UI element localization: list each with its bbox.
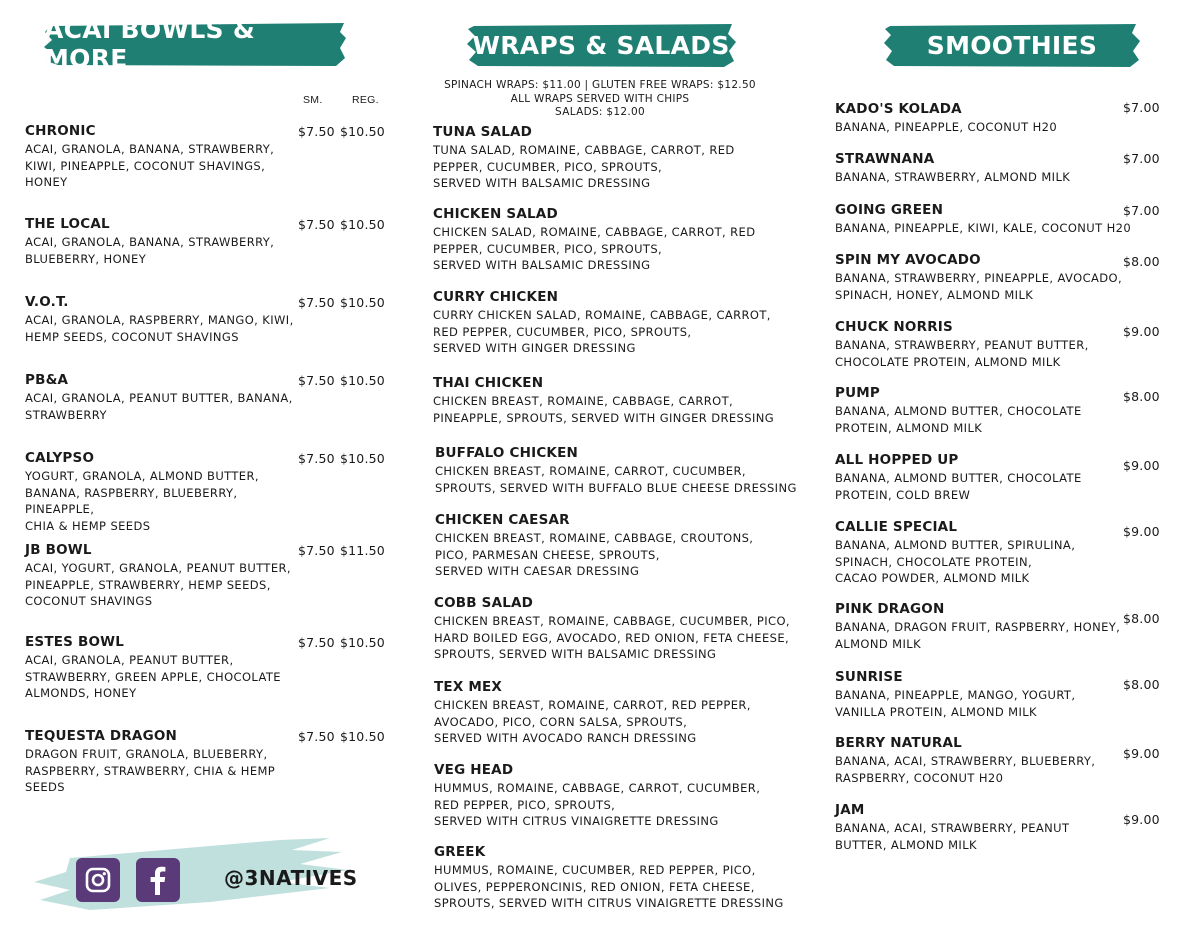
menu-item xyxy=(835,252,1135,303)
item-name: TUNA SALAD xyxy=(433,124,533,140)
size-small-header: SM. xyxy=(303,94,323,106)
item-description: ACAI, YOGURT, GRANOLA, PEANUT BUTTER, PINEAPPLE, STRAWBERRY, HEMP SEEDS, COCONUT SHAVINGS xyxy=(25,561,291,608)
wraps-chips-line: ALL WRAPS SERVED WITH CHIPS xyxy=(510,92,690,105)
item-description: BANANA, PINEAPPLE, MANGO, YOGURT, VANILLA PROTEIN, ALMOND MILK xyxy=(835,688,1076,719)
wraps-section-title: WRAPS & SALADS xyxy=(472,30,730,60)
social-handle[interactable]: @3NATIVES xyxy=(224,866,358,890)
price-regular: $10.50 xyxy=(340,295,385,310)
menu-item xyxy=(25,294,310,345)
smoothie-price: $7.00 xyxy=(1123,100,1160,115)
item-name: SPIN MY AVOCADO xyxy=(835,252,981,268)
menu-item xyxy=(433,375,803,426)
acai-section-title: ACAI BOWLS & MORE xyxy=(44,15,255,73)
item-name: JAM xyxy=(835,802,865,818)
price-regular: $10.50 xyxy=(340,373,385,388)
menu-item xyxy=(435,512,805,580)
item-description: BANANA, STRAWBERRY, ALMOND MILK xyxy=(835,170,1071,184)
smoothie-price: $8.00 xyxy=(1123,254,1160,269)
smoothies-section-title: SMOOTHIES xyxy=(926,30,1098,60)
item-description: DRAGON FRUIT, GRANOLA, BLUEBERRY, RASPBERRY, STRAWBERRY, CHIA & HEMP SEEDS xyxy=(25,747,276,794)
item-description: BANANA, ALMOND BUTTER, CHOCOLATE PROTEIN, ALMOND MILK xyxy=(835,404,1082,435)
item-name: CHUCK NORRIS xyxy=(835,319,953,335)
menu-item xyxy=(434,844,804,912)
item-description: YOGURT, GRANOLA, ALMOND BUTTER, BANANA, RASPBERRY, BLUEBERRY, PINEAPPLE, CHIA & HEMP SEEDS xyxy=(25,469,259,533)
item-description: ACAI, GRANOLA, PEANUT BUTTER, BANANA, STRAWBERRY xyxy=(25,391,293,422)
item-name: V.O.T. xyxy=(25,294,69,310)
menu-item xyxy=(835,735,1135,786)
item-description: BANANA, STRAWBERRY, PINEAPPLE, AVOCADO, SPINACH, HONEY, ALMOND MILK xyxy=(835,271,1123,302)
price-small: $7.50 xyxy=(298,373,335,388)
price-small: $7.50 xyxy=(298,451,335,466)
menu-item xyxy=(25,216,310,267)
item-name: THE LOCAL xyxy=(25,216,110,232)
item-name: CHICKEN SALAD xyxy=(433,206,558,222)
menu-item xyxy=(835,319,1135,370)
item-description: BANANA, ACAI, STRAWBERRY, BLUEBERRY, RASPBERRY, COCONUT H20 xyxy=(835,754,1096,785)
menu-item xyxy=(25,450,310,534)
item-description: ACAI, GRANOLA, RASPBERRY, MANGO, KIWI, HEMP SEEDS, COCONUT SHAVINGS xyxy=(25,313,294,344)
size-regular-header: REG. xyxy=(352,94,379,106)
social-footer xyxy=(30,830,358,910)
wraps-price-line: SPINACH WRAPS: $11.00 | GLUTEN FREE WRAPS: $12.50 xyxy=(444,79,756,91)
smoothie-price: $9.00 xyxy=(1123,746,1160,761)
price-small: $7.50 xyxy=(298,217,335,232)
smoothie-price: $8.00 xyxy=(1123,677,1160,692)
item-description: BANANA, PINEAPPLE, KIWI, KALE, COCONUT H20 xyxy=(835,221,1132,235)
menu-item xyxy=(433,124,803,192)
item-name: GOING GREEN xyxy=(835,202,944,218)
menu-item xyxy=(433,206,803,274)
item-name: JB BOWL xyxy=(25,542,92,558)
menu-item xyxy=(835,601,1135,652)
menu-item xyxy=(25,123,310,191)
item-name: PUMP xyxy=(835,385,880,401)
item-name: CHICKEN CAESAR xyxy=(435,512,570,528)
menu-item xyxy=(434,595,804,663)
item-description: CHICKEN BREAST, ROMAINE, CABBAGE, CROUTONS, PICO, PARMESAN CHEESE, SPROUTS, SERVED WITH CAESAR DRESSING xyxy=(435,531,754,578)
item-name: ESTES BOWL xyxy=(25,634,125,650)
menu-item xyxy=(835,802,1135,853)
acai-banner xyxy=(44,15,346,73)
smoothie-price: $9.00 xyxy=(1123,324,1160,339)
item-name: PINK DRAGON xyxy=(835,601,945,617)
item-name: BUFFALO CHICKEN xyxy=(435,445,579,461)
smoothie-price: $9.00 xyxy=(1123,524,1160,539)
smoothie-price: $9.00 xyxy=(1123,458,1160,473)
facebook-icon[interactable] xyxy=(136,858,180,902)
item-name: CHRONIC xyxy=(25,123,96,139)
menu-item xyxy=(25,372,310,423)
item-name: CALLIE SPECIAL xyxy=(835,519,958,535)
menu-item xyxy=(835,151,1135,186)
item-name: THAI CHICKEN xyxy=(433,375,544,391)
instagram-icon[interactable] xyxy=(76,858,120,902)
wraps-pricing-info xyxy=(430,79,770,120)
item-name: PB&A xyxy=(25,372,69,388)
item-name: GREEK xyxy=(434,844,486,860)
price-small: $7.50 xyxy=(298,729,335,744)
price-small: $7.50 xyxy=(298,543,335,558)
menu-item xyxy=(435,445,805,496)
item-description: CHICKEN BREAST, ROMAINE, CARROT, CUCUMBER, SPROUTS, SERVED WITH BUFFALO BLUE CHEESE DRESSING xyxy=(435,464,797,495)
item-description: CURRY CHICKEN SALAD, ROMAINE, CABBAGE, CARROT, RED PEPPER, CUCUMBER, PICO, SPROUTS, SERVED WITH GINGER DRESSING xyxy=(433,308,771,355)
item-description: ACAI, GRANOLA, PEANUT BUTTER, STRAWBERRY, GREEN APPLE, CHOCOLATE ALMONDS, HONEY xyxy=(25,653,281,700)
item-description: CHICKEN BREAST, ROMAINE, CARROT, RED PEPPER, AVOCADO, PICO, CORN SALSA, SPROUTS, SERVED WITH AVOCADO RANCH DRESSING xyxy=(434,698,751,745)
item-description: CHICKEN BREAST, ROMAINE, CABBAGE, CUCUMBER, PICO, HARD BOILED EGG, AVOCADO, RED ONION, FETA CHEESE, SPROUTS, SERVED WITH BALSAMIC DRESSING xyxy=(434,614,790,661)
item-description: CHICKEN BREAST, ROMAINE, CABBAGE, CARROT, PINEAPPLE, SPROUTS, SERVED WITH GINGER DRESSING xyxy=(433,394,775,425)
item-description: BANANA, ACAI, STRAWBERRY, PEANUT BUTTER, ALMOND MILK xyxy=(835,821,1070,852)
item-description: BANANA, ALMOND BUTTER, CHOCOLATE PROTEIN, COLD BREW xyxy=(835,471,1082,502)
menu-item xyxy=(835,519,1135,587)
smoothie-price: $7.00 xyxy=(1123,203,1160,218)
item-name: CALYPSO xyxy=(25,450,95,466)
price-regular: $10.50 xyxy=(340,635,385,650)
menu-item xyxy=(434,762,804,830)
item-description: CHICKEN SALAD, ROMAINE, CABBAGE, CARROT, RED PEPPER, CUCUMBER, PICO, SPROUTS, SERVED WITH BALSAMIC DRESSING xyxy=(433,225,756,272)
menu-item xyxy=(434,679,804,747)
menu-item xyxy=(835,452,1135,503)
price-regular: $10.50 xyxy=(340,729,385,744)
item-description: BANANA, PINEAPPLE, COCONUT H20 xyxy=(835,120,1058,134)
wraps-banner xyxy=(466,21,736,69)
item-description: BANANA, DRAGON FRUIT, RASPBERRY, HONEY, ALMOND MILK xyxy=(835,620,1121,651)
item-name: COBB SALAD xyxy=(434,595,534,611)
item-name: TEX MEX xyxy=(434,679,503,695)
menu-item xyxy=(25,728,310,796)
menu-item xyxy=(433,289,803,357)
item-name: VEG HEAD xyxy=(434,762,514,778)
price-small: $7.50 xyxy=(298,295,335,310)
smoothie-price: $8.00 xyxy=(1123,389,1160,404)
item-description: HUMMUS, ROMAINE, CABBAGE, CARROT, CUCUMBER, RED PEPPER, PICO, SPROUTS, SERVED WITH CITRUS VINAIGRETTE DRESSING xyxy=(434,781,761,828)
item-description: HUMMUS, ROMAINE, CUCUMBER, RED PEPPER, PICO, OLIVES, PEPPERONCINIS, RED ONION, FETA CHEESE, SPROUTS, SERVED WITH CITRUS VINAIGRETTE DRESSING xyxy=(434,863,784,910)
price-small: $7.50 xyxy=(298,124,335,139)
menu-item xyxy=(25,634,310,702)
smoothie-price: $9.00 xyxy=(1123,812,1160,827)
price-regular: $10.50 xyxy=(340,451,385,466)
smoothie-price: $8.00 xyxy=(1123,611,1160,626)
item-name: CURRY CHICKEN xyxy=(433,289,559,305)
item-name: ALL HOPPED UP xyxy=(835,452,959,468)
item-description: ACAI, GRANOLA, BANANA, STRAWBERRY, KIWI, PINEAPPLE, COCONUT SHAVINGS, HONEY xyxy=(25,142,275,189)
item-name: STRAWNANA xyxy=(835,151,935,167)
item-name: KADO'S KOLADA xyxy=(835,101,962,117)
smoothie-price: $7.00 xyxy=(1123,151,1160,166)
menu-item xyxy=(835,385,1135,436)
price-regular: $10.50 xyxy=(340,124,385,139)
item-description: BANANA, STRAWBERRY, PEANUT BUTTER, CHOCOLATE PROTEIN, ALMOND MILK xyxy=(835,338,1089,369)
menu-item xyxy=(25,542,310,610)
price-small: $7.50 xyxy=(298,635,335,650)
salads-price-line: SALADS: $12.00 xyxy=(555,106,645,118)
price-regular: $11.50 xyxy=(340,543,385,558)
menu-item xyxy=(835,101,1135,136)
item-name: BERRY NATURAL xyxy=(835,735,962,751)
item-description: TUNA SALAD, ROMAINE, CABBAGE, CARROT, RED PEPPER, CUCUMBER, PICO, SPROUTS, SERVED WITH BALSAMIC DRESSING xyxy=(433,143,735,190)
item-description: ACAI, GRANOLA, BANANA, STRAWBERRY, BLUEBERRY, HONEY xyxy=(25,235,275,266)
menu-item xyxy=(835,669,1135,720)
price-regular: $10.50 xyxy=(340,217,385,232)
item-description: BANANA, ALMOND BUTTER, SPIRULINA, SPINACH, CHOCOLATE PROTEIN, CACAO POWDER, ALMOND MILK xyxy=(835,538,1076,585)
smoothies-banner xyxy=(884,21,1140,69)
menu-item xyxy=(835,202,1135,237)
item-name: TEQUESTA DRAGON xyxy=(25,728,178,744)
item-name: SUNRISE xyxy=(835,669,903,685)
